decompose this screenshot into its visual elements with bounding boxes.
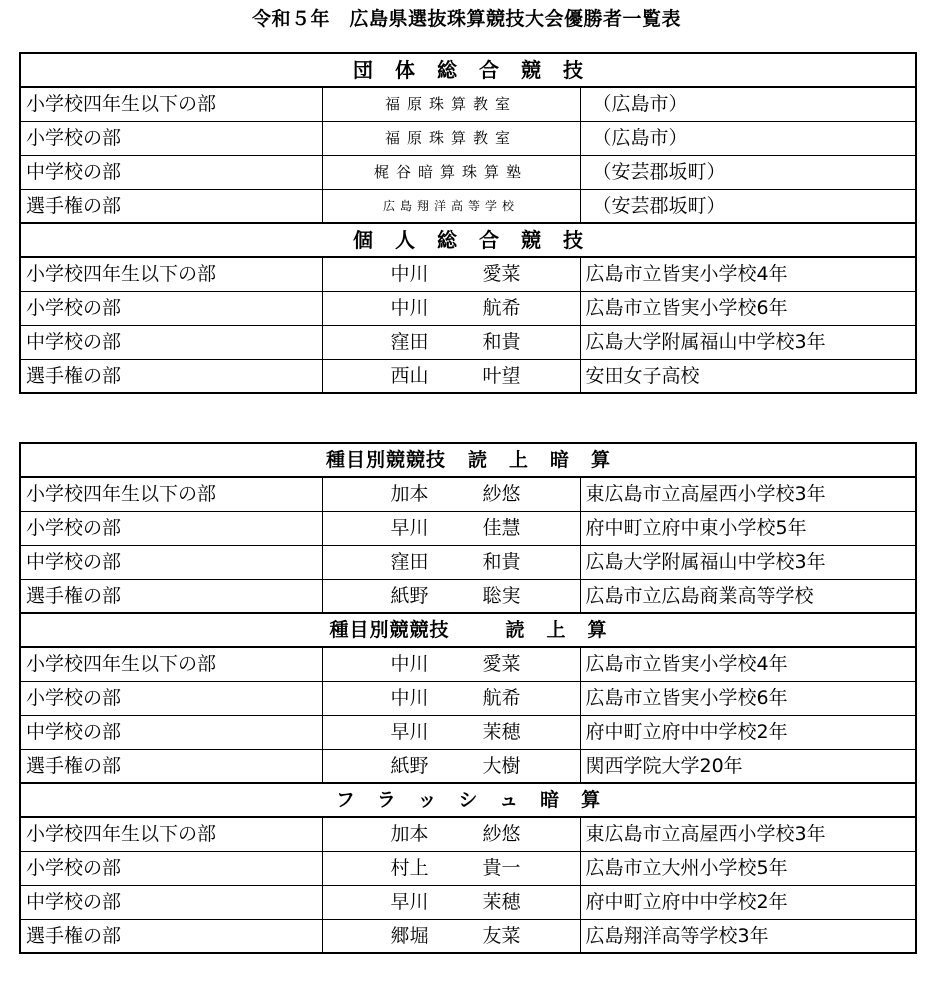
division-cell: 選手権の部 bbox=[20, 579, 322, 613]
event-header-flash-mental: フラッシュ暗算 bbox=[20, 783, 916, 817]
family-name: 早川 bbox=[390, 517, 429, 539]
given-name: 大樹 bbox=[482, 754, 521, 777]
table-row bbox=[20, 545, 916, 579]
division-cell: 小学校の部 bbox=[20, 291, 322, 325]
section-header-row bbox=[20, 53, 916, 87]
division-cell: 小学校四年生以下の部 bbox=[20, 87, 322, 121]
event-results-table bbox=[19, 442, 917, 954]
division-cell: 選手権の部 bbox=[20, 359, 322, 393]
document-title: 令和５年 広島県選抜珠算競技大会優勝者一覧表 bbox=[251, 8, 681, 30]
table-row bbox=[20, 511, 916, 545]
table-row bbox=[20, 121, 916, 155]
division-cell: 小学校の部 bbox=[20, 851, 322, 885]
table-row bbox=[20, 681, 916, 715]
school-cell: 東広島市立高屋西小学校3年 bbox=[580, 817, 916, 851]
event-header-name: 読上暗算 bbox=[468, 449, 633, 471]
given-name: 茉穂 bbox=[482, 721, 521, 743]
given-name: 茉穂 bbox=[482, 891, 521, 913]
event-header-reading-abacus bbox=[20, 613, 916, 647]
section-header-row bbox=[20, 783, 916, 817]
section-header-row bbox=[20, 613, 916, 647]
school-cell: 広島翔洋高等学校3年 bbox=[580, 919, 916, 953]
table-row bbox=[20, 715, 916, 749]
division-cell: 小学校四年生以下の部 bbox=[20, 477, 322, 511]
individual-overall-header: 個人総合競技 bbox=[20, 223, 916, 257]
division-cell: 中学校の部 bbox=[20, 545, 322, 579]
section-header-row bbox=[20, 443, 916, 477]
organization-cell: 広島翔洋高等学校 bbox=[322, 189, 580, 223]
winner-name-cell bbox=[322, 291, 580, 325]
given-name: 愛菜 bbox=[482, 653, 521, 676]
table-row bbox=[20, 477, 916, 511]
table-row bbox=[20, 885, 916, 919]
table-row bbox=[20, 189, 916, 223]
family-name: 西山 bbox=[390, 364, 429, 387]
winner-name-cell bbox=[322, 545, 580, 579]
family-name: 窪田 bbox=[390, 331, 429, 353]
winner-name-cell bbox=[322, 919, 580, 953]
event-header-prefix: 種目別競競技 bbox=[329, 619, 450, 641]
school-cell: 東広島市立高屋西小学校3年 bbox=[580, 477, 916, 511]
family-name: 郷堀 bbox=[390, 924, 429, 947]
family-name: 早川 bbox=[390, 721, 429, 743]
city-cell: （広島市） bbox=[580, 87, 916, 121]
table-row bbox=[20, 257, 916, 291]
city-cell: （広島市） bbox=[580, 121, 916, 155]
family-name: 加本 bbox=[390, 483, 429, 506]
given-name: 友菜 bbox=[482, 924, 521, 947]
winner-name-cell bbox=[322, 817, 580, 851]
division-cell: 選手権の部 bbox=[20, 189, 322, 223]
table-row bbox=[20, 155, 916, 189]
school-cell: 広島市立皆実小学校6年 bbox=[580, 681, 916, 715]
given-name: 紗悠 bbox=[482, 823, 521, 846]
table-row bbox=[20, 749, 916, 783]
section-header-row bbox=[20, 223, 916, 257]
family-name: 紙野 bbox=[390, 754, 429, 777]
overall-results-table bbox=[19, 52, 917, 394]
table-row bbox=[20, 87, 916, 121]
event-header-name: 読上算 bbox=[505, 619, 629, 641]
school-cell: 広島市立広島商業高等学校 bbox=[580, 579, 916, 613]
winner-name-cell bbox=[322, 681, 580, 715]
division-cell: 中学校の部 bbox=[20, 325, 322, 359]
division-cell: 小学校四年生以下の部 bbox=[20, 257, 322, 291]
table-row bbox=[20, 919, 916, 953]
division-cell: 中学校の部 bbox=[20, 885, 322, 919]
winner-name-cell bbox=[322, 257, 580, 291]
family-name: 中川 bbox=[390, 653, 429, 676]
school-cell: 広島大学附属福山中学校3年 bbox=[580, 545, 916, 579]
event-header-prefix: 種目別競競技 bbox=[325, 449, 446, 471]
city-cell: （安芸郡坂町） bbox=[580, 189, 916, 223]
winner-name-cell bbox=[322, 715, 580, 749]
table-row bbox=[20, 817, 916, 851]
division-cell: 中学校の部 bbox=[20, 155, 322, 189]
school-cell: 広島大学附属福山中学校3年 bbox=[580, 325, 916, 359]
winner-name-cell bbox=[322, 325, 580, 359]
school-cell: 広島市立皆実小学校4年 bbox=[580, 257, 916, 291]
family-name: 加本 bbox=[390, 823, 429, 846]
table-row bbox=[20, 291, 916, 325]
division-cell: 中学校の部 bbox=[20, 715, 322, 749]
organization-cell: 福原珠算教室 bbox=[322, 121, 580, 155]
table-row bbox=[20, 647, 916, 681]
given-name: 和貴 bbox=[482, 331, 521, 353]
division-cell: 選手権の部 bbox=[20, 749, 322, 783]
division-cell: 小学校四年生以下の部 bbox=[20, 647, 322, 681]
table-row bbox=[20, 325, 916, 359]
given-name: 航希 bbox=[482, 297, 521, 319]
winner-name-cell bbox=[322, 477, 580, 511]
given-name: 叶望 bbox=[482, 364, 521, 387]
family-name: 早川 bbox=[390, 891, 429, 913]
division-cell: 選手権の部 bbox=[20, 919, 322, 953]
winner-name-cell bbox=[322, 749, 580, 783]
school-cell: 安田女子高校 bbox=[580, 359, 916, 393]
family-name: 中川 bbox=[390, 263, 429, 286]
winner-name-cell bbox=[322, 647, 580, 681]
school-cell: 府中町立府中中学校2年 bbox=[580, 885, 916, 919]
given-name: 愛菜 bbox=[482, 263, 521, 286]
given-name: 航希 bbox=[482, 687, 521, 709]
winner-name-cell bbox=[322, 511, 580, 545]
given-name: 聡実 bbox=[482, 584, 521, 607]
school-cell: 広島市立皆実小学校4年 bbox=[580, 647, 916, 681]
organization-cell: 福原珠算教室 bbox=[322, 87, 580, 121]
given-name: 佳慧 bbox=[482, 517, 521, 539]
winner-name-cell bbox=[322, 885, 580, 919]
given-name: 紗悠 bbox=[482, 483, 521, 506]
family-name: 窪田 bbox=[390, 551, 429, 573]
event-header-reading-mental bbox=[20, 443, 916, 477]
school-cell: 関西学院大学20年 bbox=[580, 749, 916, 783]
school-cell: 広島市立大州小学校5年 bbox=[580, 851, 916, 885]
family-name: 村上 bbox=[390, 857, 429, 879]
school-cell: 府中町立府中中学校2年 bbox=[580, 715, 916, 749]
division-cell: 小学校の部 bbox=[20, 121, 322, 155]
school-cell: 広島市立皆実小学校6年 bbox=[580, 291, 916, 325]
winner-name-cell bbox=[322, 579, 580, 613]
division-cell: 小学校の部 bbox=[20, 681, 322, 715]
division-cell: 小学校の部 bbox=[20, 511, 322, 545]
team-overall-header: 団体総合競技 bbox=[20, 53, 916, 87]
organization-cell: 梶谷暗算珠算塾 bbox=[322, 155, 580, 189]
table-row bbox=[20, 579, 916, 613]
winner-name-cell bbox=[322, 851, 580, 885]
winner-name-cell bbox=[322, 359, 580, 393]
family-name: 中川 bbox=[390, 687, 429, 709]
division-cell: 小学校四年生以下の部 bbox=[20, 817, 322, 851]
table-row bbox=[20, 359, 916, 393]
city-cell: （安芸郡坂町） bbox=[580, 155, 916, 189]
given-name: 貴一 bbox=[482, 857, 521, 879]
given-name: 和貴 bbox=[482, 551, 521, 573]
school-cell: 府中町立府中東小学校5年 bbox=[580, 511, 916, 545]
table-row bbox=[20, 851, 916, 885]
family-name: 紙野 bbox=[390, 584, 429, 607]
family-name: 中川 bbox=[390, 297, 429, 319]
